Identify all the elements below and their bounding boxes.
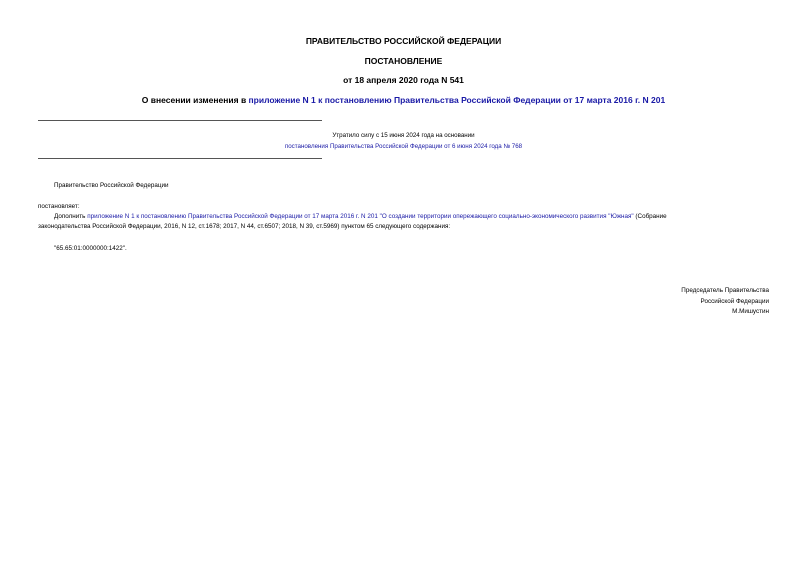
amendment-paragraph-continued: законодательства Российской Федерации, 2016, N 12, ст.1678; 2017, N 44, ст.6507; 2018, N 39, ст.5969) пунктом 65 следующего содержания:: [38, 223, 451, 230]
expiry-note-reference: [0, 143, 807, 150]
resolves-line: постановляет:: [38, 203, 80, 210]
expiry-reference-link[interactable]: постановления Правительства Российской Федерации от 6 июня 2024 года № 768: [284, 143, 523, 150]
signature-position-line2: Российской Федерации: [700, 298, 769, 305]
amendment-reference-link[interactable]: приложение N 1 к постановлению Правительства Российской Федерации от 17 марта 2016 г. N 201 "О создании территории опережающего социально-экономического развития "Южная": [87, 213, 634, 220]
authority-heading: ПРАВИТЕЛЬСТВО РОССИЙСКОЙ ФЕДЕРАЦИИ: [305, 36, 502, 46]
date-number-heading: от 18 апреля 2020 года N 541: [343, 75, 464, 85]
amendment-paragraph: [54, 212, 667, 222]
signature-name: М.Мишустин: [732, 308, 769, 315]
title-prefix: О внесении изменения в: [141, 95, 249, 105]
amendment-quote: "65.65:01:0000000:1422".: [54, 245, 127, 252]
title-reference-link[interactable]: приложение N 1 к постановлению Правительства Российской Федерации от 17 марта 2016 г. N 201: [248, 95, 666, 105]
document-type-heading: ПОСТАНОВЛЕНИЕ: [364, 56, 443, 66]
note-divider-bottom: [38, 158, 322, 159]
amendment-suffix: (Собрание: [633, 213, 667, 220]
document-title: [0, 95, 807, 105]
amendment-prefix: Дополнить: [54, 213, 88, 220]
signature-position-line1: Председатель Правительства: [681, 287, 769, 294]
note-divider-top: [38, 120, 322, 121]
government-line: Правительство Российской Федерации: [54, 182, 169, 189]
expiry-note: Утратило силу с 15 июня 2024 года на основании: [332, 132, 475, 139]
